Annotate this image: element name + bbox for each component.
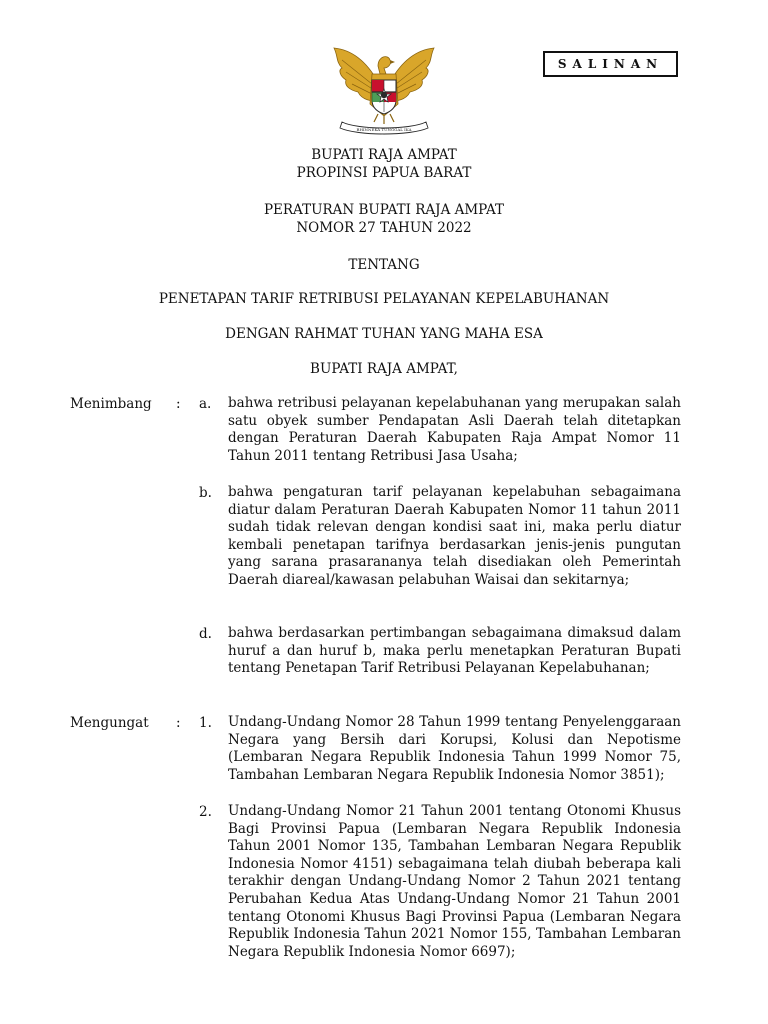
blessing-line: DENGAN RAHMAT TUHAN YANG MAHA ESA bbox=[225, 326, 543, 342]
tentang-heading: TENTANG bbox=[348, 257, 420, 273]
header-province: PROPINSI PAPUA BARAT bbox=[296, 165, 472, 181]
official-name: BUPATI RAJA AMPAT, bbox=[310, 361, 458, 377]
menimbang-item-text: bahwa pengaturan tarif pelayanan kepelabuhan sebagaimana diatur dalam Peraturan Daerah Kabupaten Nomor 11 tahun 2011 sudah tidak relevan dengan kondisi saat ini, maka perlu diatur kembali penetapan tarifnya berdasarkan jenis-jenis pungutan yang sarana prasarananya telah disediakan oleh Pemerintah Daerah diareal/kawasan pelabuhan Waisai dan sekitarnya; bbox=[228, 484, 681, 588]
menimbang-item-marker: d. bbox=[199, 626, 212, 642]
salinan-stamp: SALINAN bbox=[543, 51, 678, 77]
garuda-pancasila-emblem-icon bbox=[328, 42, 440, 138]
regulation-subject: PENETAPAN TARIF RETRIBUSI PELAYANAN KEPELABUHANAN bbox=[158, 291, 610, 307]
mengingat-colon: : bbox=[176, 715, 181, 731]
regulation-number: NOMOR 27 TAHUN 2022 bbox=[296, 220, 472, 236]
mengingat-item-text: Undang-Undang Nomor 28 Tahun 1999 tentang Penyelenggaraan Negara yang Bersih dari Korupsi, Kolusi dan Nepotisme (Lembaran Negara Republik Indonesia Tahun 1999 Nomor 75, Tambahan Lembaran Negara Republik Indonesia Nomor 3851); bbox=[228, 714, 681, 783]
mengingat-item-marker: 2. bbox=[199, 804, 212, 820]
menimbang-item-marker: b. bbox=[199, 485, 212, 501]
menimbang-item-text: bahwa berdasarkan pertimbangan sebagaimana dimaksud dalam huruf a dan huruf b, maka perlu menetapkan Peraturan Bupati tentang Penetapan Tarif Retribusi Pelayanan Kepelabuhanan; bbox=[228, 625, 681, 677]
regulation-title: PERATURAN BUPATI RAJA AMPAT bbox=[263, 202, 505, 218]
menimbang-label: Menimbang bbox=[70, 396, 152, 412]
svg-text:BHINNEKA TUNGGAL IKA: BHINNEKA TUNGGAL IKA bbox=[356, 127, 412, 132]
header-official-title: BUPATI RAJA AMPAT bbox=[311, 147, 457, 163]
menimbang-item-marker: a. bbox=[199, 396, 212, 412]
menimbang-item-text: bahwa retribusi pelayanan kepelabuhanan yang merupakan salah satu obyek sumber Pendapatan Asli Daerah telah ditetapkan dengan Peraturan Daerah Kabupaten Raja Ampat Nomor 11 Tahun 2011 tentang Retribusi Jasa Usaha; bbox=[228, 395, 681, 464]
mengingat-item-text: Undang-Undang Nomor 21 Tahun 2001 tentang Otonomi Khusus Bagi Provinsi Papua (Lembaran Negara Republik Indonesia Tahun 2001 Nomor 135, Tambahan Lembaran Negara Republik Indonesia Nomor 4151) sebagaimana telah diubah beberapa kali terakhir dengan Undang-Undang Nomor 2 Tahun 2021 tentang Perubahan Kedua Atas Undang-Undang Nomor 21 Tahun 2001 tentang Otonomi Khusus Bagi Provinsi Papua (Lembaran Negara Republik Indonesia Tahun 2021 Nomor 155, Tambahan Lembaran Negara Republik Indonesia Nomor 6697); bbox=[228, 803, 681, 960]
menimbang-colon: : bbox=[176, 396, 181, 412]
mengingat-label: Mengungat bbox=[70, 715, 149, 731]
mengingat-item-marker: 1. bbox=[199, 715, 212, 731]
